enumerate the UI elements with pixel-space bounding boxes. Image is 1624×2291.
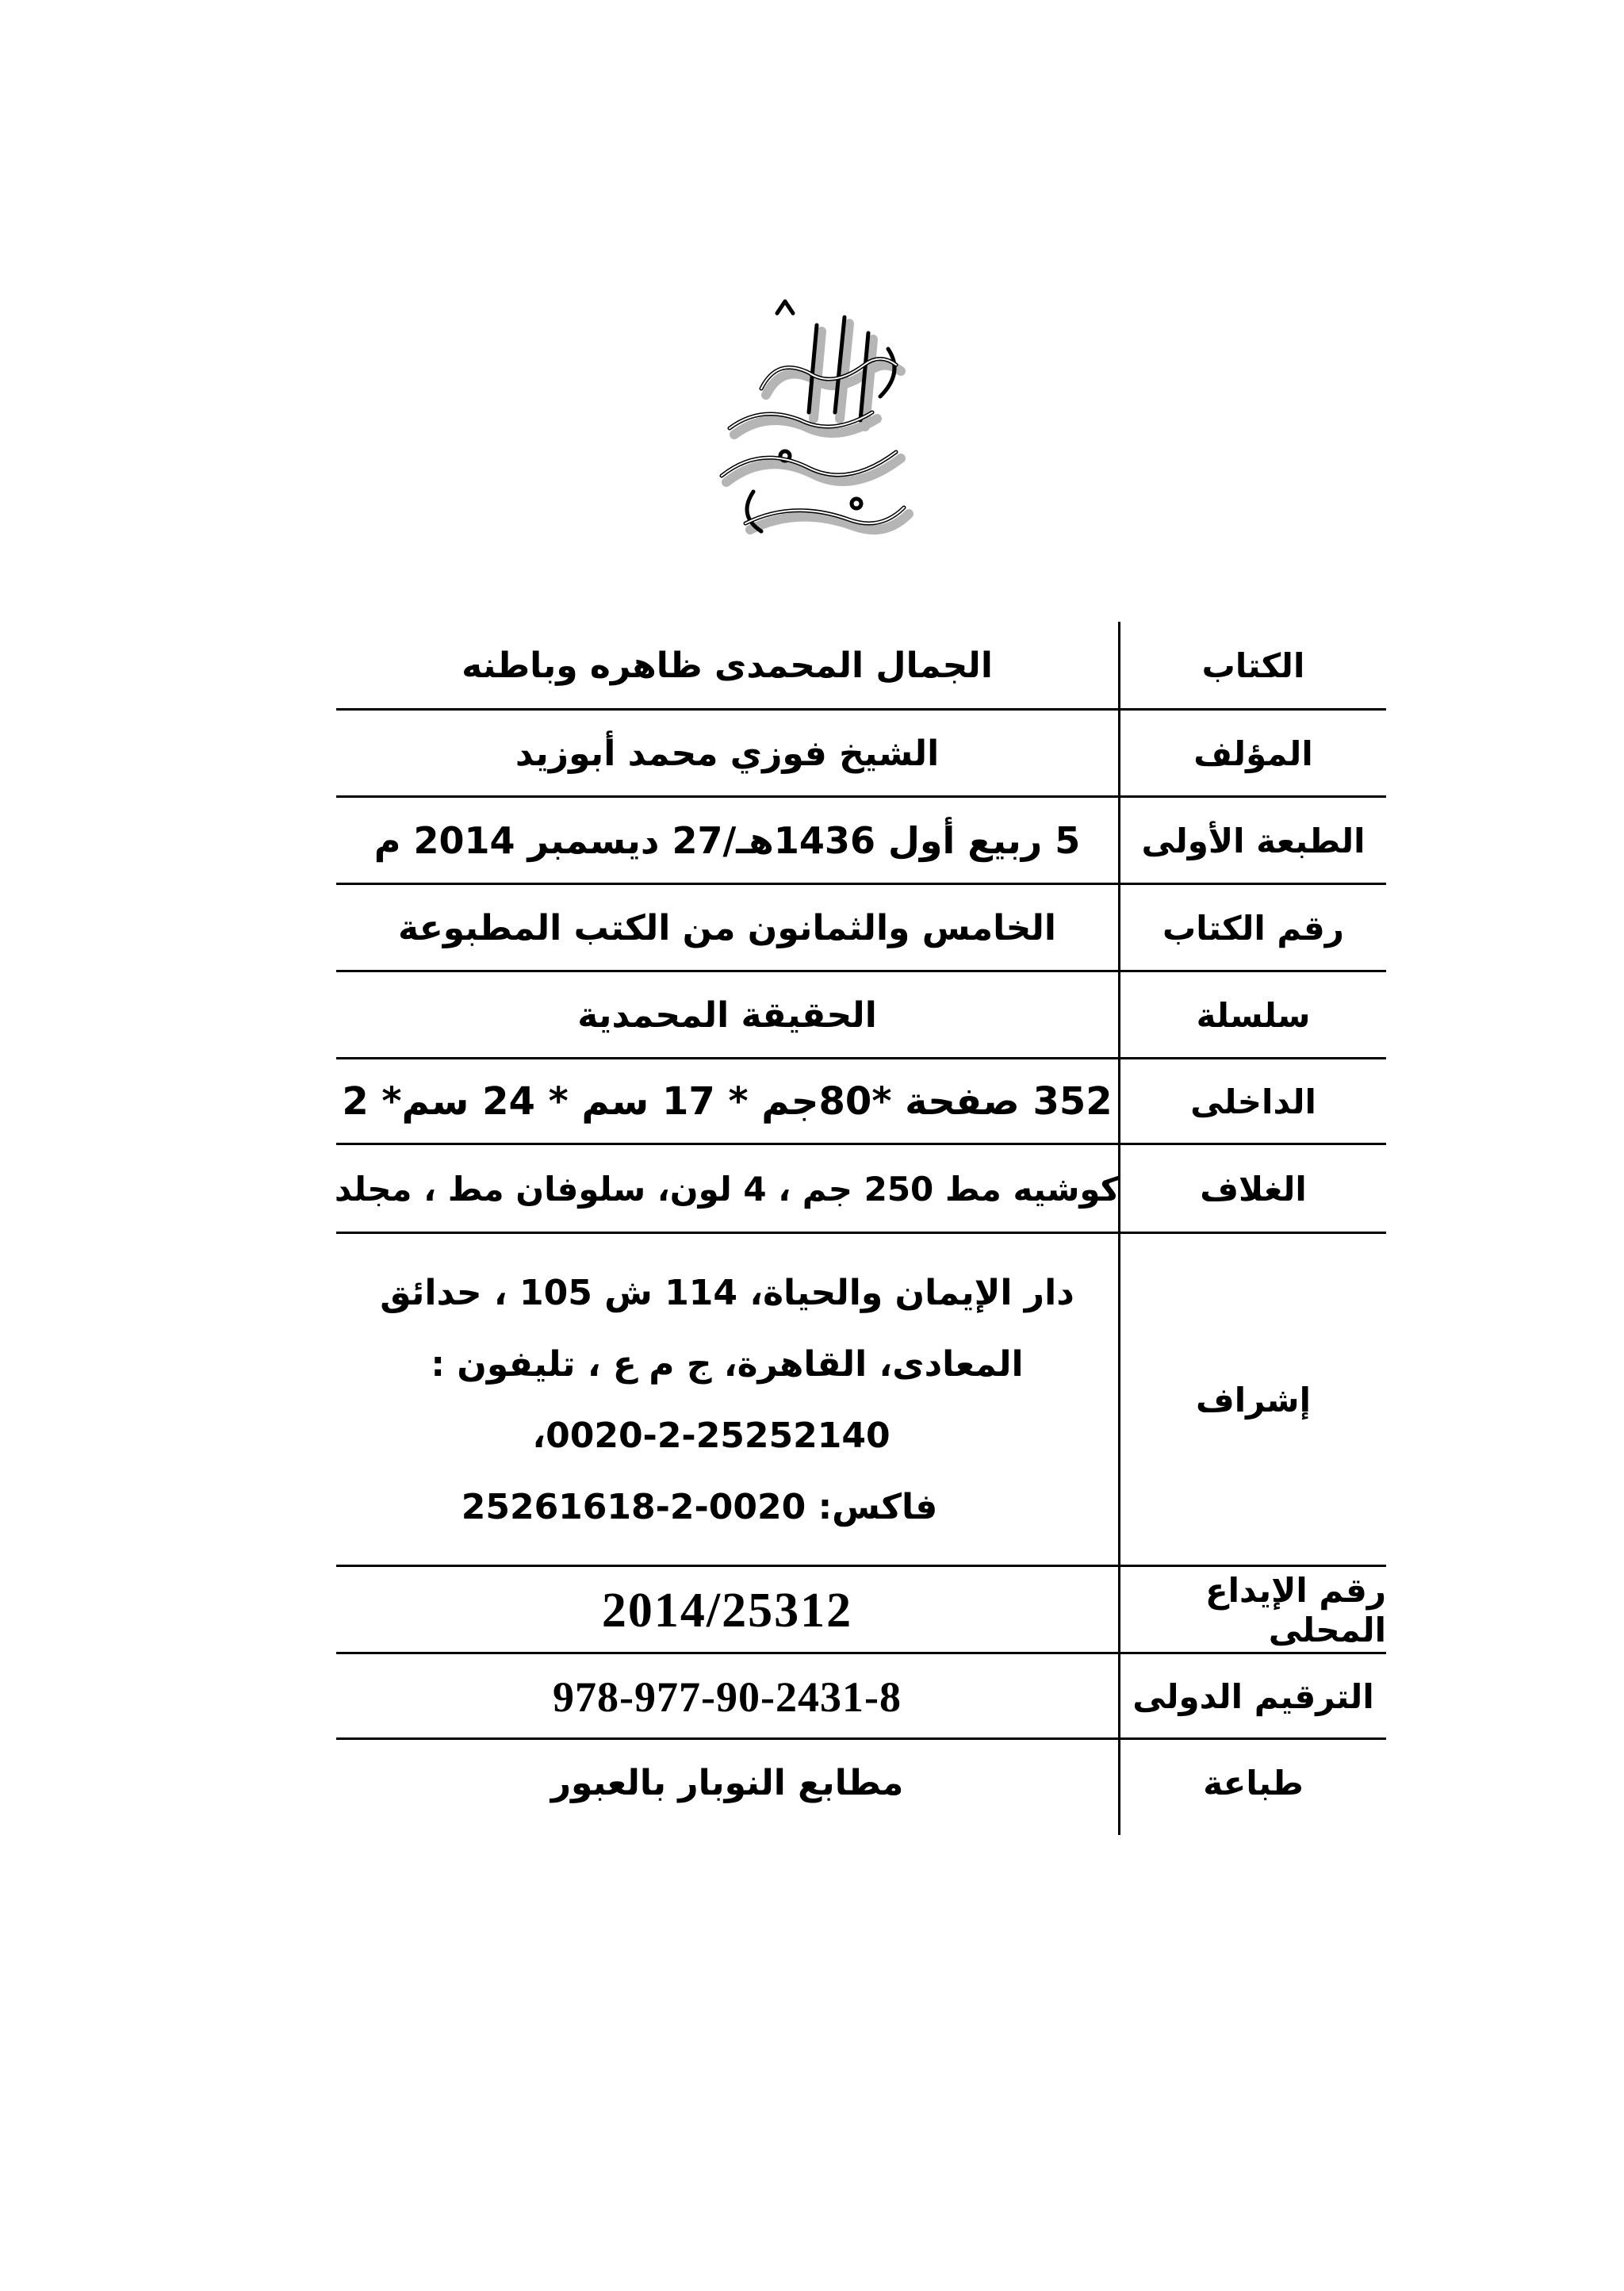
supervision-fax: فاكس: 0020-2-25261618 <box>461 1487 938 1527</box>
row-printing <box>336 1740 1386 1827</box>
publication-info-table <box>336 622 1386 1835</box>
edition-value: 5 ربيع أول 1436هـ/27 ديسمبر 2014 م <box>373 819 1081 863</box>
salawat-calligraphy-icon <box>698 293 944 555</box>
row-cover <box>336 1145 1386 1234</box>
row-supervision <box>336 1234 1386 1567</box>
edition-label: الطبعة الأولى <box>1141 821 1365 860</box>
row-series <box>336 972 1386 1059</box>
supervision-phone: 0020-2-25252140، <box>532 1416 891 1456</box>
deposit-number-value: 2014/25312 <box>601 1583 853 1638</box>
book-title-label: الكتاب <box>1201 646 1305 685</box>
interior-label: الداخلى <box>1190 1082 1316 1121</box>
supervision-label: إشراف <box>1196 1380 1312 1419</box>
book-number-label: رقم الكتاب <box>1162 908 1344 948</box>
row-deposit-number <box>336 1567 1386 1654</box>
series-value: الحقيقة المحمدية <box>577 994 877 1036</box>
printing-label: طباعة <box>1203 1763 1304 1803</box>
author-value: الشيخ فوزي محمد أبوزيد <box>515 733 940 774</box>
isbn-value: 978-977-90-2431-8 <box>553 1672 902 1721</box>
cover-label: الغلاف <box>1200 1169 1307 1209</box>
cover-value: كوشيه مط 250 جم ، 4 لون، سلوفان مط ، مجلد <box>334 1169 1120 1209</box>
supervision-address-line-1: دار الإيمان والحياة، 114 ش 105 ، حدائق <box>380 1273 1074 1313</box>
interior-value: 352 صفحة *80جم * 17 سم * 24 سم* 2 <box>342 1079 1113 1124</box>
supervision-value <box>336 1234 1118 1567</box>
book-title-value: الجمال المحمدى ظاهره وباطنه <box>462 645 993 686</box>
isbn-label: الترقيم الدولى <box>1132 1676 1374 1716</box>
row-book-title <box>336 622 1386 711</box>
row-edition <box>336 798 1386 885</box>
deposit-number-label: رقم الإيداع المحلى <box>1205 1571 1386 1649</box>
series-label: سلسلة <box>1196 995 1311 1035</box>
author-label: المؤلف <box>1193 734 1313 773</box>
row-interior <box>336 1059 1386 1145</box>
book-number-value: الخامس والثمانون من الكتب المطبوعة <box>398 907 1056 948</box>
row-isbn <box>336 1654 1386 1740</box>
row-book-number <box>336 885 1386 972</box>
printing-value: مطابع النوبار بالعبور <box>550 1762 904 1803</box>
row-author <box>336 711 1386 798</box>
supervision-address-line-2: المعادى، القاهرة، ج م ع ، تليفون : <box>431 1344 1024 1385</box>
